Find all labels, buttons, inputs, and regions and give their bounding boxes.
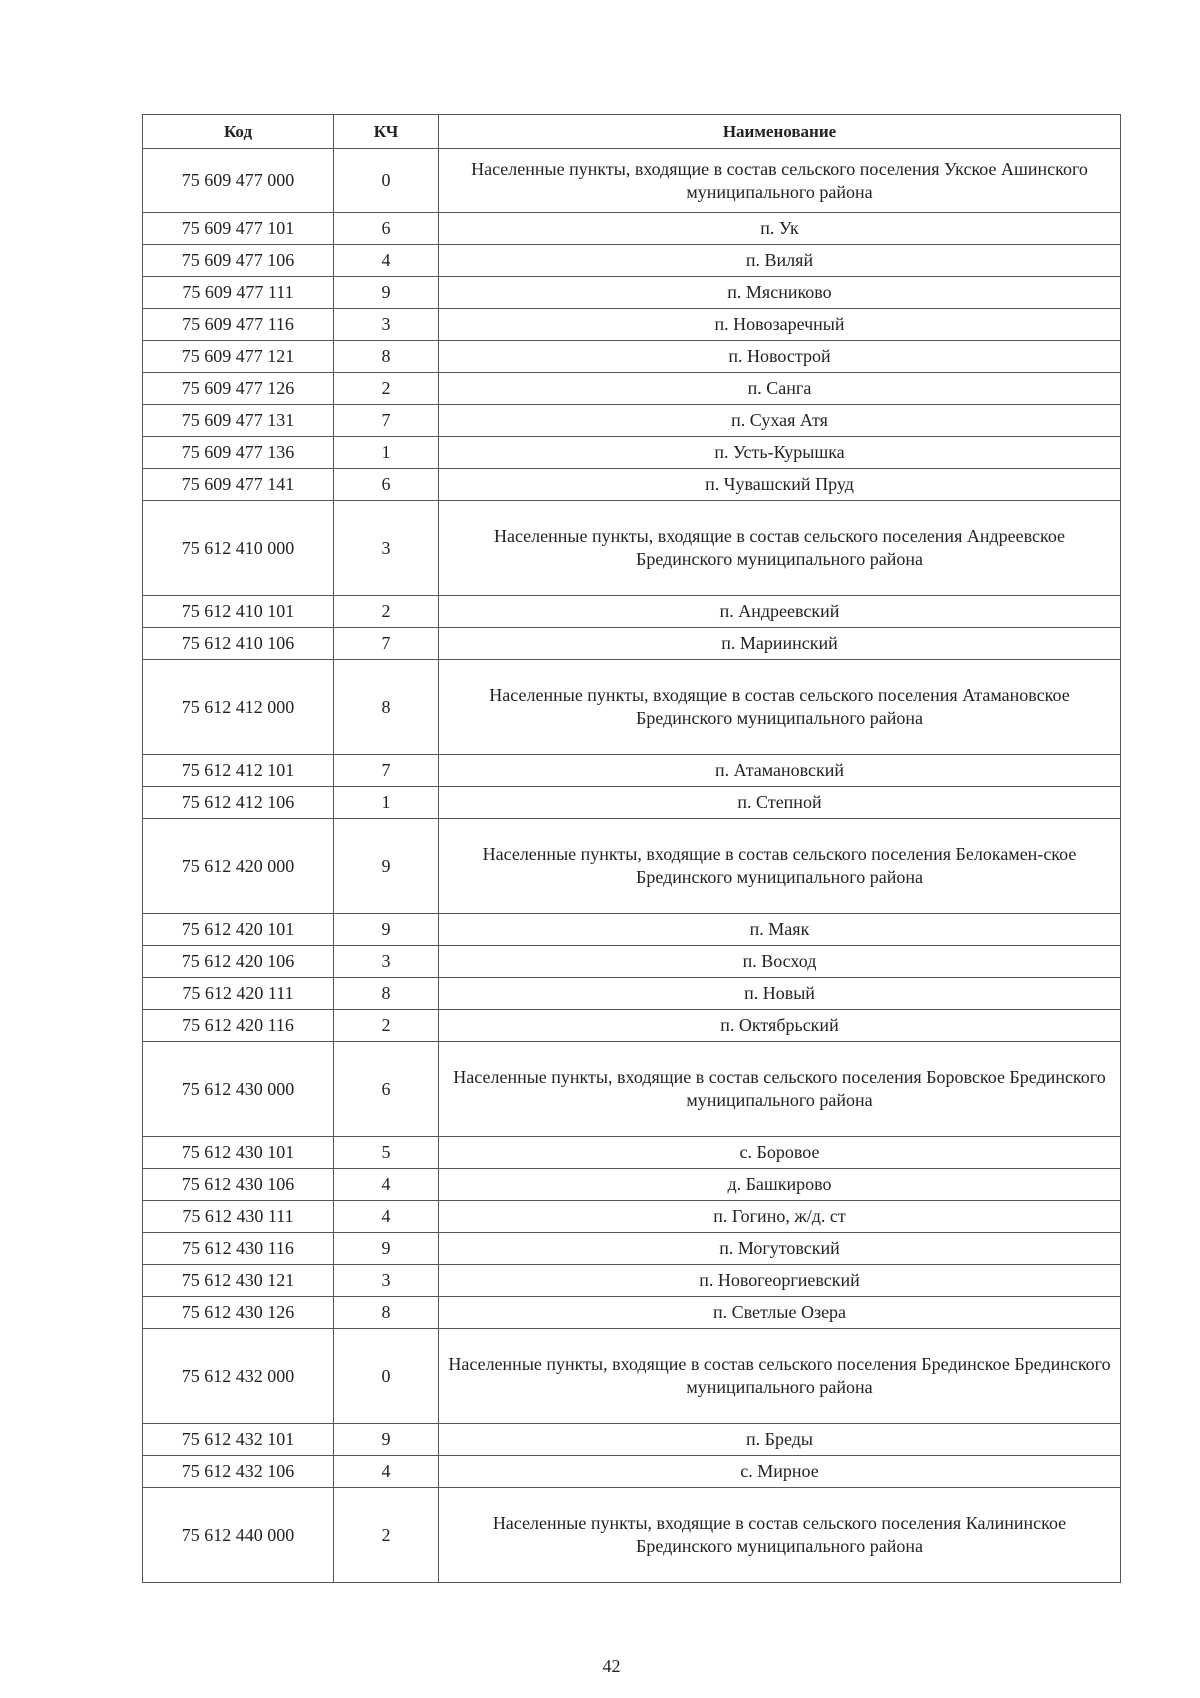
cell-name: п. Новогеоргиевский [439, 1265, 1121, 1297]
table-row [143, 1137, 1121, 1169]
cell-name: п. Мариинский [439, 628, 1121, 660]
table-row [143, 1169, 1121, 1201]
cell-kch: 3 [334, 309, 439, 341]
cell-kch: 8 [334, 978, 439, 1010]
cell-name: д. Башкирово [439, 1169, 1121, 1201]
cell-code: 75 612 410 000 [143, 501, 334, 596]
table-row [143, 978, 1121, 1010]
cell-kch: 6 [334, 213, 439, 245]
cell-name: Населенные пункты, входящие в состав сельского поселения Брединское Брединского муниципального района [439, 1329, 1121, 1424]
table-row [143, 946, 1121, 978]
cell-kch: 3 [334, 1265, 439, 1297]
cell-code: 75 609 477 101 [143, 213, 334, 245]
cell-kch: 4 [334, 1456, 439, 1488]
table-row [143, 755, 1121, 787]
cell-name: п. Маяк [439, 914, 1121, 946]
table-body [143, 149, 1121, 1583]
cell-name: п. Виляй [439, 245, 1121, 277]
cell-code: 75 612 420 116 [143, 1010, 334, 1042]
table-row [143, 437, 1121, 469]
cell-name: Населенные пункты, входящие в состав сельского поселения Андреевское Брединского муниципального района [439, 501, 1121, 596]
cell-kch: 1 [334, 437, 439, 469]
cell-kch: 2 [334, 373, 439, 405]
table-row [143, 373, 1121, 405]
table-row [143, 1297, 1121, 1329]
cell-name: п. Новый [439, 978, 1121, 1010]
cell-kch: 9 [334, 277, 439, 309]
cell-name: Населенные пункты, входящие в состав сельского поселения Белокамен-ское Брединского муниципального района [439, 819, 1121, 914]
cell-code: 75 612 430 000 [143, 1042, 334, 1137]
table-row-group [143, 149, 1121, 213]
cell-code: 75 612 430 116 [143, 1233, 334, 1265]
cell-code: 75 612 412 000 [143, 660, 334, 755]
table-row [143, 628, 1121, 660]
table-row-group [143, 501, 1121, 596]
cell-name: п. Новострой [439, 341, 1121, 373]
cell-name: п. Светлые Озера [439, 1297, 1121, 1329]
cell-kch: 9 [334, 1233, 439, 1265]
cell-name: п. Атамановский [439, 755, 1121, 787]
cell-code: 75 612 440 000 [143, 1488, 334, 1583]
cell-name: Населенные пункты, входящие в состав сельского поселения Атамановское Брединского муниципального района [439, 660, 1121, 755]
cell-code: 75 612 420 101 [143, 914, 334, 946]
cell-code: 75 612 430 111 [143, 1201, 334, 1233]
cell-code: 75 612 412 106 [143, 787, 334, 819]
cell-code: 75 612 420 000 [143, 819, 334, 914]
cell-name: п. Бреды [439, 1424, 1121, 1456]
table-row [143, 245, 1121, 277]
table-row [143, 405, 1121, 437]
cell-name: п. Мясниково [439, 277, 1121, 309]
settlement-code-table [142, 114, 1121, 1583]
table-row [143, 596, 1121, 628]
table-row [143, 213, 1121, 245]
cell-kch: 6 [334, 1042, 439, 1137]
table-row [143, 1424, 1121, 1456]
cell-code: 75 612 432 000 [143, 1329, 334, 1424]
cell-name: п. Усть-Курышка [439, 437, 1121, 469]
cell-kch: 7 [334, 628, 439, 660]
cell-kch: 2 [334, 1010, 439, 1042]
cell-code: 75 612 430 101 [143, 1137, 334, 1169]
cell-code: 75 609 477 116 [143, 309, 334, 341]
cell-kch: 9 [334, 914, 439, 946]
table-row [143, 1201, 1121, 1233]
cell-code: 75 609 477 126 [143, 373, 334, 405]
cell-code: 75 609 477 106 [143, 245, 334, 277]
header-kch: КЧ [334, 115, 439, 149]
cell-name: п. Андреевский [439, 596, 1121, 628]
cell-name: п. Восход [439, 946, 1121, 978]
table-row-group [143, 1488, 1121, 1583]
table-row-group [143, 1042, 1121, 1137]
header-code: Код [143, 115, 334, 149]
cell-name: с. Мирное [439, 1456, 1121, 1488]
cell-name: п. Ук [439, 213, 1121, 245]
cell-kch: 9 [334, 1424, 439, 1456]
cell-code: 75 609 477 111 [143, 277, 334, 309]
table-header-row [143, 115, 1121, 149]
table-row [143, 787, 1121, 819]
table-row-group [143, 660, 1121, 755]
cell-kch: 4 [334, 1169, 439, 1201]
table-row-group [143, 1329, 1121, 1424]
table-row [143, 277, 1121, 309]
cell-code: 75 612 430 121 [143, 1265, 334, 1297]
cell-kch: 0 [334, 149, 439, 213]
cell-kch: 4 [334, 245, 439, 277]
cell-kch: 2 [334, 1488, 439, 1583]
cell-kch: 8 [334, 1297, 439, 1329]
cell-kch: 4 [334, 1201, 439, 1233]
cell-kch: 7 [334, 405, 439, 437]
cell-code: 75 609 477 136 [143, 437, 334, 469]
cell-code: 75 612 410 101 [143, 596, 334, 628]
cell-kch: 5 [334, 1137, 439, 1169]
table-row [143, 469, 1121, 501]
table-row [143, 1233, 1121, 1265]
table-row [143, 1010, 1121, 1042]
cell-code: 75 612 430 126 [143, 1297, 334, 1329]
cell-code: 75 612 412 101 [143, 755, 334, 787]
cell-code: 75 612 410 106 [143, 628, 334, 660]
cell-code: 75 612 420 106 [143, 946, 334, 978]
cell-code: 75 609 477 121 [143, 341, 334, 373]
cell-kch: 8 [334, 660, 439, 755]
cell-kch: 3 [334, 946, 439, 978]
table-row [143, 1456, 1121, 1488]
cell-code: 75 609 477 141 [143, 469, 334, 501]
cell-name: п. Гогино, ж/д. ст [439, 1201, 1121, 1233]
cell-name: п. Октябрьский [439, 1010, 1121, 1042]
cell-code: 75 612 430 106 [143, 1169, 334, 1201]
cell-name: п. Санга [439, 373, 1121, 405]
table-row [143, 309, 1121, 341]
table-row [143, 914, 1121, 946]
cell-code: 75 612 420 111 [143, 978, 334, 1010]
cell-kch: 7 [334, 755, 439, 787]
cell-name: Населенные пункты, входящие в состав сельского поселения Укское Ашинского муниципального района [439, 149, 1121, 213]
cell-kch: 6 [334, 469, 439, 501]
cell-name: Населенные пункты, входящие в состав сельского поселения Калининское Брединского муниципального района [439, 1488, 1121, 1583]
page-number: 42 [602, 1656, 621, 1676]
cell-code: 75 612 432 101 [143, 1424, 334, 1456]
cell-name: п. Степной [439, 787, 1121, 819]
cell-name: п. Новозаречный [439, 309, 1121, 341]
cell-kch: 8 [334, 341, 439, 373]
table-row [143, 341, 1121, 373]
cell-code: 75 609 477 131 [143, 405, 334, 437]
header-name: Наименование [439, 115, 1121, 149]
cell-kch: 1 [334, 787, 439, 819]
cell-name: п. Сухая Атя [439, 405, 1121, 437]
cell-kch: 3 [334, 501, 439, 596]
cell-name: п. Могутовский [439, 1233, 1121, 1265]
cell-kch: 0 [334, 1329, 439, 1424]
table-row-group [143, 819, 1121, 914]
cell-code: 75 612 432 106 [143, 1456, 334, 1488]
cell-name: с. Боровое [439, 1137, 1121, 1169]
cell-kch: 9 [334, 819, 439, 914]
cell-kch: 2 [334, 596, 439, 628]
cell-code: 75 609 477 000 [143, 149, 334, 213]
table-row [143, 1265, 1121, 1297]
cell-name: п. Чувашский Пруд [439, 469, 1121, 501]
cell-name: Населенные пункты, входящие в состав сельского поселения Боровское Брединского муниципального района [439, 1042, 1121, 1137]
